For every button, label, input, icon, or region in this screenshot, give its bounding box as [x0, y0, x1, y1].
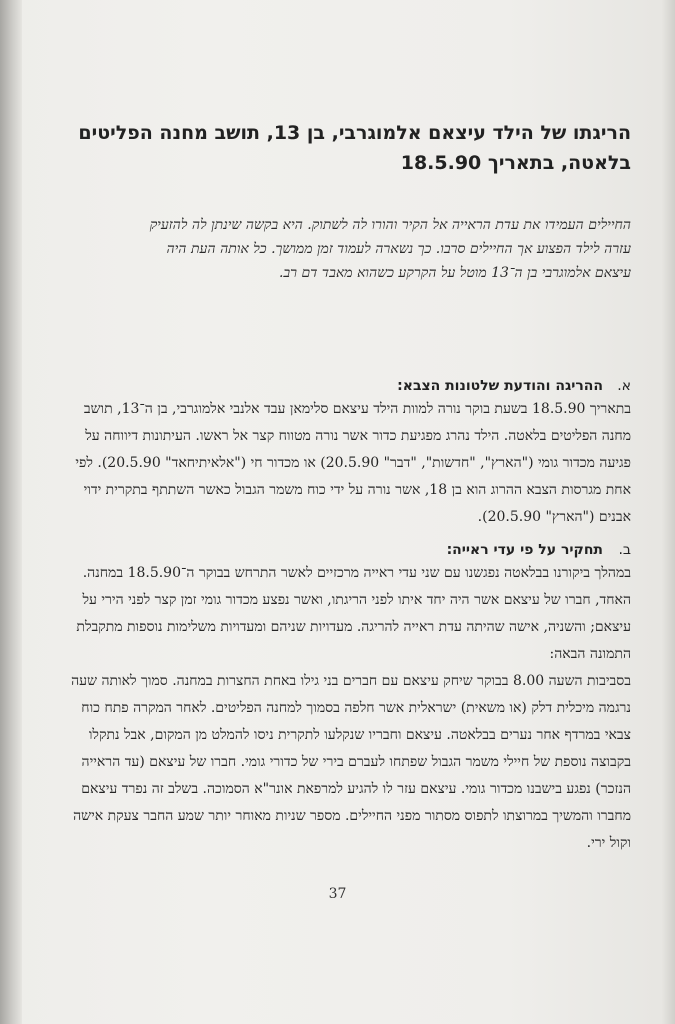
section-b-paragraph-1: במהלך ביקורנו בבלאטה נפגשנו עם שני עדי ראייה מרכזיים לאשר התרחש בבוקר ה־18.5.90 במחנה. האחד, חברו של עיצאם אשר היה יחד איתו לפני הריגתו, ואשר נפצע מכדור גומי זמן קצר לפני הירי על עיצאם; והשניה, אישה שהיתה עדת ראייה להריגה. מעדויות שניהם ומעדויות משלימות נוספות מתקבלת התמונה הבאה: — [76, 565, 631, 662]
section-b-paragraph-2: בסביבות השעה 8.00 בבוקר שיחק עיצאם עם חברים בני גילו באחת החצרות במחנה. סמוך לאותה שעה נרגמה מיכלית דלק (או משאית) ישראלית אשר חלפה בסמוך למחנה הפליטים. לאחר המקרה פתח כוח צבאי במרדף אחר נערים בבלאטה. עיצאם וחבריו שנקלעו לתקרית ניסו להמלט מן המקום, אבל נתקלו בקבוצה נוספת של חיילי משמר הגבול שפתחו לעברם בירי של כדורי גומי. חברו של עיצאם (עד הראייה הנזכר) נפגע בישבנו מכדור גומי. עיצאם עזר לו להגיע למרפאת אונר"א הסמוכה. בשלב זה נפרד עיצאם מחברו והמשיך במרוצתו לתפוס מסתור מפני החיילים. מספר שניות מאוחר יותר שמע החבר צעקת אישה וקול ירי. — [71, 673, 631, 851]
chapter-title: הריגתו של הילד עיצאם אלמוגרבי, בן 13, תושב מחנה הפליטים בלאטה, בתאריך 18.5.90 — [78, 122, 631, 174]
section-a-letter: א. — [617, 378, 631, 394]
section-a-title: ההריגה והודעת שלטונות הצבא: — [397, 378, 603, 394]
page-number: 37 — [328, 886, 347, 902]
section-a-paragraph: בתאריך 18.5.90 בשעת בוקר נורה למוות הילד עיצאם סלימאן עבד אלנבי אלמוגרבי, בן ה־13, תושב מחנה הפליטים בלאטה. הילד נהרג מפגיעת כדור אשר נורה מטווח קצר אל ראשו. העיתונות דיווחה על פגיעה מכדור גומי ("הארץ", "חדשות", "דבר" 20.5.90) או מכדור חי ("אלאיתיחאד" 20.5.90). לפי אחת מגרסות הצבא ההרוג הוא בן 18, אשר נורה על ידי כוח משמר הגבול כאשר השתתף בתקרית ידוי אבנים ("הארץ" 20.5.90). — [75, 401, 631, 525]
epigraph: החיילים העמידו את עדת הראייה אל הקיר והורו לה לשתוק. היא בקשה שינתן לה להזעיק עזרה לילד הפצוע אך החיילים סרבו. כך נשארה לעמוד זמן ממושך. כל אותה העת היה עיצאם אלמוגרבי בן ה־13 מוטל על הקרקע כשהוא מאבד דם רב. — [149, 217, 631, 281]
section-b-heading — [71, 540, 631, 560]
book-gutter-shadow — [0, 0, 22, 1024]
section-b-title: תחקיר על פי עדי ראייה: — [446, 542, 603, 558]
section-a-heading — [71, 376, 631, 396]
page-edge-shadow — [661, 0, 675, 1024]
section-b-letter: ב. — [618, 542, 631, 558]
